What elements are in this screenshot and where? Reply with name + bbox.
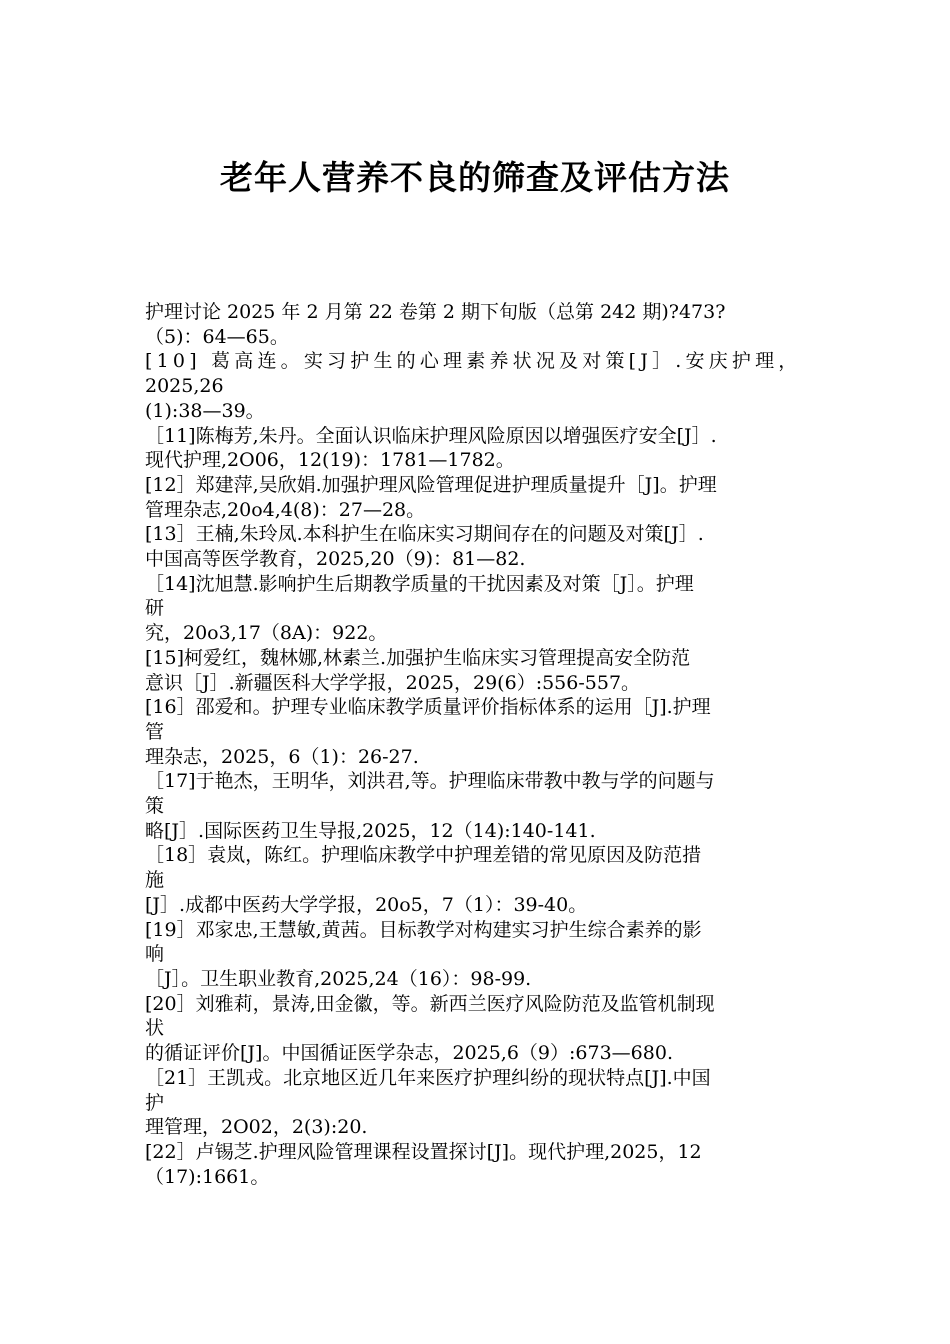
text-line: 管理杂志,20o4,4(8)：27—28。 (145, 498, 426, 521)
reference-11-line: ［11]陈梅芳,朱丹。全面认识临床护理风险原因以增强医疗安全[J］. (145, 424, 717, 447)
text-line: 研 (145, 597, 165, 620)
reference-21-line: ［21］王凯戎。北京地区近几年来医疗护理纠纷的现状特点[J].中国 (145, 1066, 711, 1089)
text-line: 策 (145, 795, 165, 818)
text-line: （5)：64—65。 (145, 325, 289, 348)
text-line: 现代护理,2O06，12(19)：1781—1782。 (145, 449, 515, 472)
text-line: 略[J］.国际医药卫生导报,2025，12（14):140-141. (145, 819, 596, 842)
text-line: [J］.成都中医药大学学报，20o5，7（1）：39-40。 (145, 893, 588, 916)
reference-10-line: [10] 葛高连。实习护生的心理素养状况及对策[J］.安庆护理， (145, 350, 802, 373)
text-line: 2025,26 (145, 375, 224, 398)
document-title: 老年人营养不良的筛查及评估方法 (220, 158, 730, 197)
text-line: 施 (145, 869, 165, 892)
text-line: (1):38—39。 (145, 399, 265, 422)
text-line: ［J］。卫生职业教育,2025,24（16）：98-99. (145, 967, 532, 990)
text-line: 中国高等医学教育，2025,20（9)：81—82. (145, 548, 526, 571)
journal-header-line: 护理讨论 2025 年 2 月第 22 卷第 2 期下旬版（总第 242 期)?473? (145, 301, 726, 323)
text-line: 究，20o3,17（8A)：922。 (145, 622, 388, 645)
reference-20-line: [20］刘雅莉，景涛,田金徽，等。新西兰医疗风险防范及监管机制现 (145, 992, 715, 1015)
reference-13-line: [13］王楠,朱玲凤.本科护生在临床实习期间存在的问题及对策[J］. (145, 523, 704, 546)
reference-18-line: ［18］袁岚，陈红。护理临床教学中护理差错的常见原因及防范措 (145, 844, 702, 867)
text-line: （17):1661。 (145, 1165, 270, 1188)
reference-14-line: ［14]沈旭慧.影响护生后期教学质量的干扰因素及对策［J］。护理 (145, 572, 694, 595)
text-line: 状 (145, 1017, 165, 1040)
text-line: 的循证评价[J]。中国循证医学杂志，2025,6（9）:673—680. (145, 1042, 673, 1065)
text-line: 意识［J］.新疆医科大学学报，2025，29(6）:556-557。 (145, 671, 641, 694)
text-line: 理杂志，2025，6（1)：26-27. (145, 745, 419, 768)
text-line: 响 (145, 943, 165, 966)
text-line: 护 (145, 1091, 165, 1114)
reference-15-line: [15]柯爱红，魏林娜,林素兰.加强护生临床实习管理提高安全防范 (145, 646, 691, 669)
reference-19-line: [19］邓家忠,王慧敏,黄茜。目标教学对构建实习护生综合素养的影 (145, 918, 702, 941)
reference-list (145, 300, 815, 1189)
reference-16-line: [16］邵爱和。护理专业临床教学质量评价指标体系的运用［J].护理 (145, 696, 711, 719)
reference-17-line: ［17]于艳杰，王明华，刘洪君,等。护理临床带教中教与学的问题与 (145, 770, 715, 793)
reference-12-line: [12］郑建萍,吴欣娟.加强护理风险管理促进护理质量提升［J]。护理 (145, 473, 717, 496)
text-line: 理管理，2O02，2(3):20. (145, 1116, 368, 1139)
reference-22-line: [22］卢锡芝.护理风险管理课程设置探讨[J]。现代护理,2025，12 (145, 1140, 702, 1163)
text-line: 管 (145, 720, 165, 743)
